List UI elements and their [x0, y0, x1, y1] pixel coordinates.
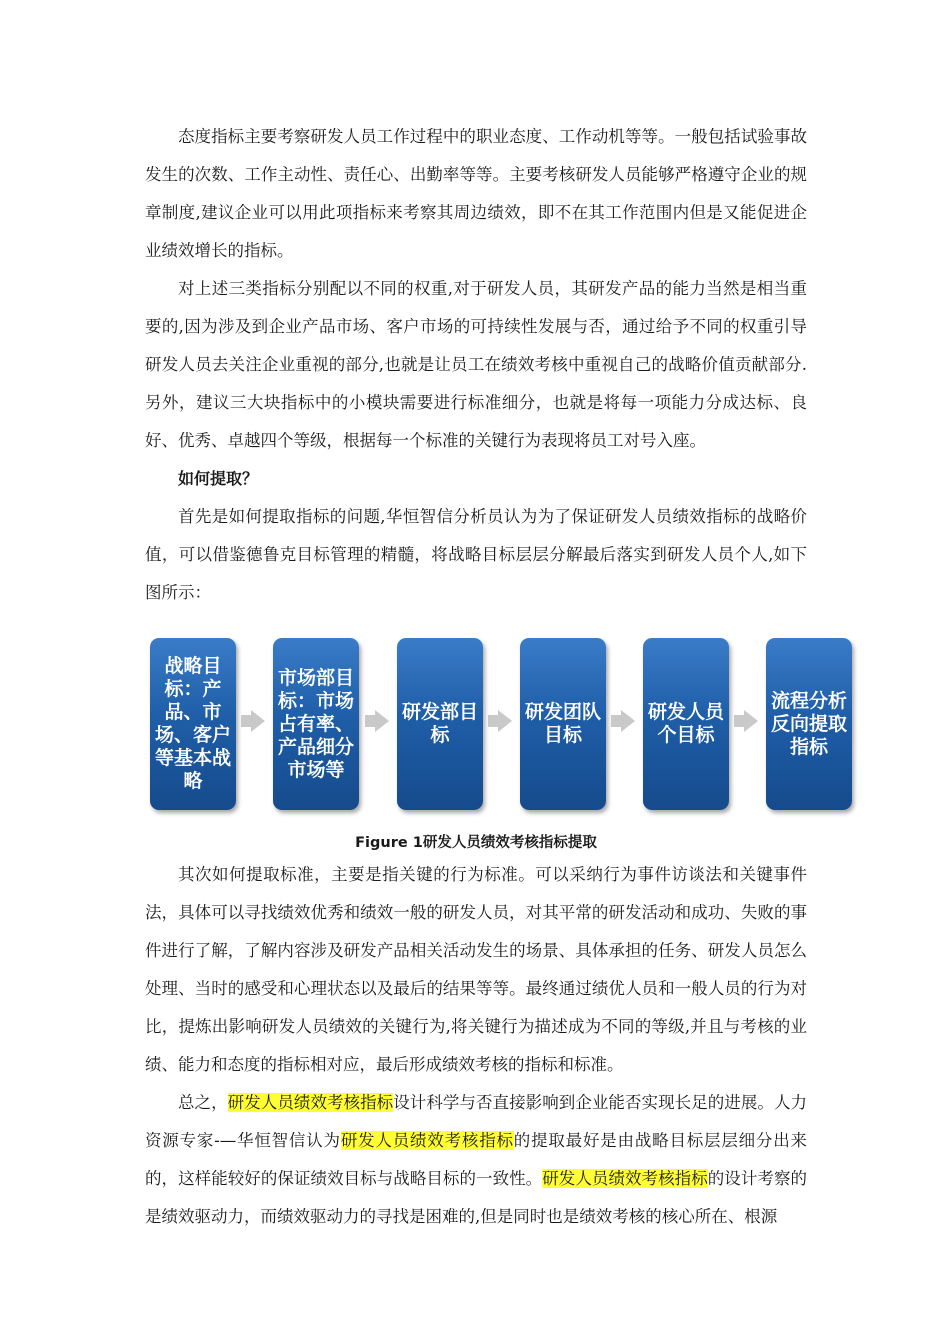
highlighted-keyword[interactable]: 研发人员绩效考核指标: [340, 1131, 514, 1150]
figure-caption: Figure 1研发人员绩效考核指标提取: [355, 835, 597, 851]
summary-text: 的设计考察的是绩效驱动力，而绩效驱动力的寻找是困难的,但是同时也是绩效考核的核心所在、根源: [145, 1169, 808, 1226]
highlighted-keyword[interactable]: 研发人员绩效考核指标: [542, 1169, 708, 1188]
arrow-right-icon: [251, 710, 265, 732]
flow-box-market-dept: 市场部目标：市场占有率、产品细分市场等: [273, 638, 359, 810]
section-heading: 如何提取？: [178, 469, 259, 488]
flow-box-rd-team: 研发团队目标: [520, 638, 606, 810]
paragraph-standards: 其次如何提取标准，主要是指关键的行为标准。可以采纳行为事件访谈法和关键事件法，具体可以寻找绩效优秀和绩效一般的研发人员，对其平常的研发活动和成功、失败的事件进行了解，了解内容涉及研发产品相关活动发生的场景、具体承担的任务、研发人员怎么处理、当时的感受和心理状态以及最后的结果等等。最终通过绩优人员和一般人员的行为对比，提炼出影响研发人员绩效的关键行为,将关键行为描述成为不同的等级,并且与考核的业绩、能力和态度的指标相对应，最后形成绩效考核的指标和标准。: [145, 865, 807, 1074]
summary-text: 的提取最好是由战略目标层层细分出来的，这样能较好的保证绩效目标与战略目标的一致性。: [145, 1131, 808, 1188]
paragraph-attitude: 态度指标主要考察研发人员工作过程中的职业态度、工作动机等等。一般包括试验事故发生的次数、工作主动性、责任心、出勤率等等。主要考核研发人员能够严格遵守企业的规章制度,建议企业可以用此项指标来考察其周边绩效，即不在其工作范围内但是又能促进企业绩效增长的指标。: [145, 127, 807, 260]
flow-box-strategy: 战略目标：产品、市场、客户等基本战略: [150, 638, 236, 810]
arrow-right-icon: [375, 710, 389, 732]
paragraph-intro: 首先是如何提取指标的问题,华恒智信分析员认为为了保证研发人员绩效指标的战略价值，可以借鉴德鲁克目标管理的精髓，将战略目标层层分解最后落实到研发人员个人,如下图所示：: [145, 507, 807, 602]
flow-diagram: [145, 630, 847, 826]
arrow-right-icon: [744, 710, 758, 732]
summary-text: 总之，: [178, 1093, 228, 1112]
summary-text: 设计科学与否直接影响到企业能否实现长足的进展。人力资源专家-—华恒智信认为: [145, 1093, 808, 1150]
highlighted-keyword[interactable]: 研发人员绩效考核指标: [227, 1093, 394, 1112]
flow-box-process-analysis: 流程分析反向提取指标: [766, 638, 852, 810]
flow-box-rd-individual: 研发人员个目标: [643, 638, 729, 810]
arrow-right-icon: [498, 710, 512, 732]
document-body: [145, 118, 847, 1236]
paragraph-summary: [145, 1084, 807, 1236]
arrow-right-icon: [621, 710, 635, 732]
paragraph-weights: 对上述三类指标分别配以不同的权重,对于研发人员，其研发产品的能力当然是相当重要的,因为涉及到企业产品市场、客户市场的可持续性发展与否，通过给予不同的权重引导研发人员去关注企业重视的部分,也就是让员工在绩效考核中重视自己的战略价值贡献部分.另外，建议三大块指标中的小模块需要进行标准细分，也就是将每一项能力分成达标、良好、优秀、卓越四个等级，根据每一个标准的关键行为表现将员工对号入座。: [145, 279, 807, 450]
flow-box-rd-dept: 研发部目标: [397, 638, 483, 810]
